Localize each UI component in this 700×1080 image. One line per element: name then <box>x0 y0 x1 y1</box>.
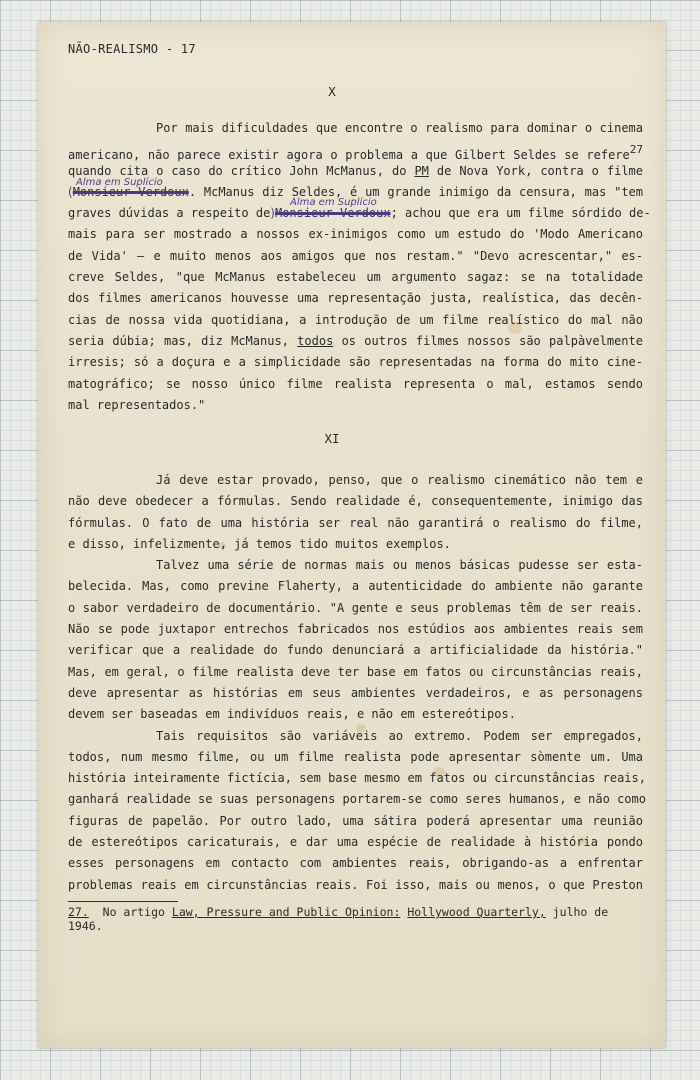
text-line: não deve obedecer a fórmulas. Sendo realidade é, consequentemente, inimigo das <box>68 494 643 509</box>
text-line: esses personagens em contacto com ambientes reais, obrigando-as a enfrentar <box>68 856 643 871</box>
text-line-content: McManus diz Seldes, é um grande inimigo da censura, mas "tem <box>203 184 644 199</box>
text-line: belecida. Mas, como previne Flaherty, a autenticidade do ambiente não garante <box>68 579 643 594</box>
text-line <box>68 331 643 352</box>
text-line: fórmulas. O fato de uma história ser real não garantirá o realismo do filme, <box>68 515 643 530</box>
text-line: Não se pode juxtapor entrechos fabricados nos estúdios aos ambientes reais sem <box>68 622 643 637</box>
footnote-prefix: No artigo <box>102 905 165 919</box>
text-line: Tais requisitos são variáveis ao extremo. Podem ser empregados, <box>156 728 643 743</box>
text-line: figuras de papelão. Por outro lado, uma sátira poderá apresentar uma reunião <box>68 813 643 828</box>
running-header: NÃO-REALISMO - 17 <box>68 42 196 56</box>
text-line: Já deve estar provado, penso, que o realismo cinemático não tem e <box>156 473 643 487</box>
footnote-date: julho de <box>552 905 609 919</box>
handwritten-correction: Alma em Suplício <box>76 176 163 188</box>
footnote-reference: 27 <box>629 143 643 157</box>
text-line: Talvez uma série de normas mais ou menos básicas pudesse ser esta- <box>156 558 643 573</box>
footnote <box>68 905 643 933</box>
footnote-number: 27. <box>68 905 89 919</box>
text-line: de Vida' — e muito menos aos amigos que nos restam." "Devo acrescentar," es- <box>68 248 643 263</box>
handwritten-bracket: ) <box>270 206 275 221</box>
text-line-content: americano, não parece existir agora o problema a que Gilbert Seldes se refere <box>68 148 630 163</box>
typewritten-page <box>38 22 666 1048</box>
text-line: verificar que a realidade do fundo denunciará a artificialidade da história." <box>68 643 643 658</box>
text-line-content: quando cita o caso do crítico John McManus, do <box>68 163 407 178</box>
text-line: devem ser baseadas em indivíduos reais, e não em estereótipos. <box>68 707 516 722</box>
text-line: creve Seldes, "que McManus estabeleceu um argumento sagaz: se na totalidade <box>68 270 643 285</box>
text-line: problemas reais em circunstâncias reais. Foi isso, mais ou menos, o que Preston <box>68 877 643 892</box>
footnote-article-title: Law, Pressure and Public Opinion: <box>171 905 401 919</box>
section-x-body <box>68 118 651 416</box>
emphasized-word: todos <box>297 333 334 348</box>
text-line-content: seria dúbia; mas, diz McManus, <box>68 333 289 348</box>
footnote-year: 1946. <box>68 919 103 933</box>
text-line: todos, num mesmo filme, ou um filme realista pode apresentar sòmente um. Uma <box>68 749 643 764</box>
text-line: Alma em Suplício (Monsieur Verdoux. McManus diz Seldes, é um grande inimigo da censura, mas "tem <box>68 182 643 203</box>
text-line: dos filmes americanos houvesse uma representação justa, realística, das decên- <box>68 291 643 306</box>
text-line: o sabor verdadeiro de documentário. "A gente e seus problemas têm de ser reais. <box>68 600 643 615</box>
section-xi-body <box>68 470 646 896</box>
text-line: Mas, em geral, o filme realista deve ter base em fatos ou circunstâncias reais, <box>68 664 643 679</box>
text-line: mal representados." <box>68 397 206 412</box>
text-line: matográfico; se nosso único filme realista representa o mal, estamos sendo <box>68 376 643 391</box>
text-line-content: graves dúvidas a respeito de <box>68 206 271 221</box>
text-line: deve apresentar as histórias em seus ambientes verdadeiros, e as personagens <box>68 685 643 700</box>
text-line <box>68 139 643 163</box>
handwritten-correction: Alma em Suplício <box>290 197 377 209</box>
footnote-divider <box>68 901 178 902</box>
text-line: mais para ser mostrado a nossos ex-inimigos como um estudo do 'Modo Americano <box>68 227 643 242</box>
text-line: ganhará realidade se suas personagens portarem-se como seres humanos, e não como <box>68 792 646 807</box>
text-line: história inteiramente fictícia, sem base mesmo em fatos ou circunstâncias reais, <box>68 771 646 786</box>
text-line-content: ; achou que era um filme sórdido de- <box>390 206 651 221</box>
section-number: X <box>328 84 336 99</box>
handwritten-bracket: ( <box>68 184 73 199</box>
text-line: irresis; só a doçura e a simplicidade são representadas na forma do mito cine- <box>68 355 643 370</box>
text-line: Por mais dificuldades que encontre o realismo para dominar o cinema <box>156 121 643 135</box>
text-line: de estereótipos caricaturais, e dar uma espécie de realidade à história pondo <box>68 835 643 850</box>
struck-film-title: Monsieur Verdoux <box>274 206 391 221</box>
text-line: cias de nossa vida quotidiana, a introdução de um filme realístico do mal não <box>68 312 643 327</box>
newspaper-name: PM <box>414 163 429 178</box>
text-line <box>68 197 651 224</box>
section-number: XI <box>324 431 340 446</box>
text-line: e disso, infelizmente, já temos tido muitos exemplos. <box>68 536 451 551</box>
text-line-content: de Nova York, contra o filme <box>436 163 643 178</box>
footnote-journal: Hollywood Quarterly, <box>407 905 546 919</box>
text-line-content: os outros filmes nossos são palpàvelmente <box>341 333 643 348</box>
struck-film-title: Monsieur Verdoux <box>72 184 189 199</box>
